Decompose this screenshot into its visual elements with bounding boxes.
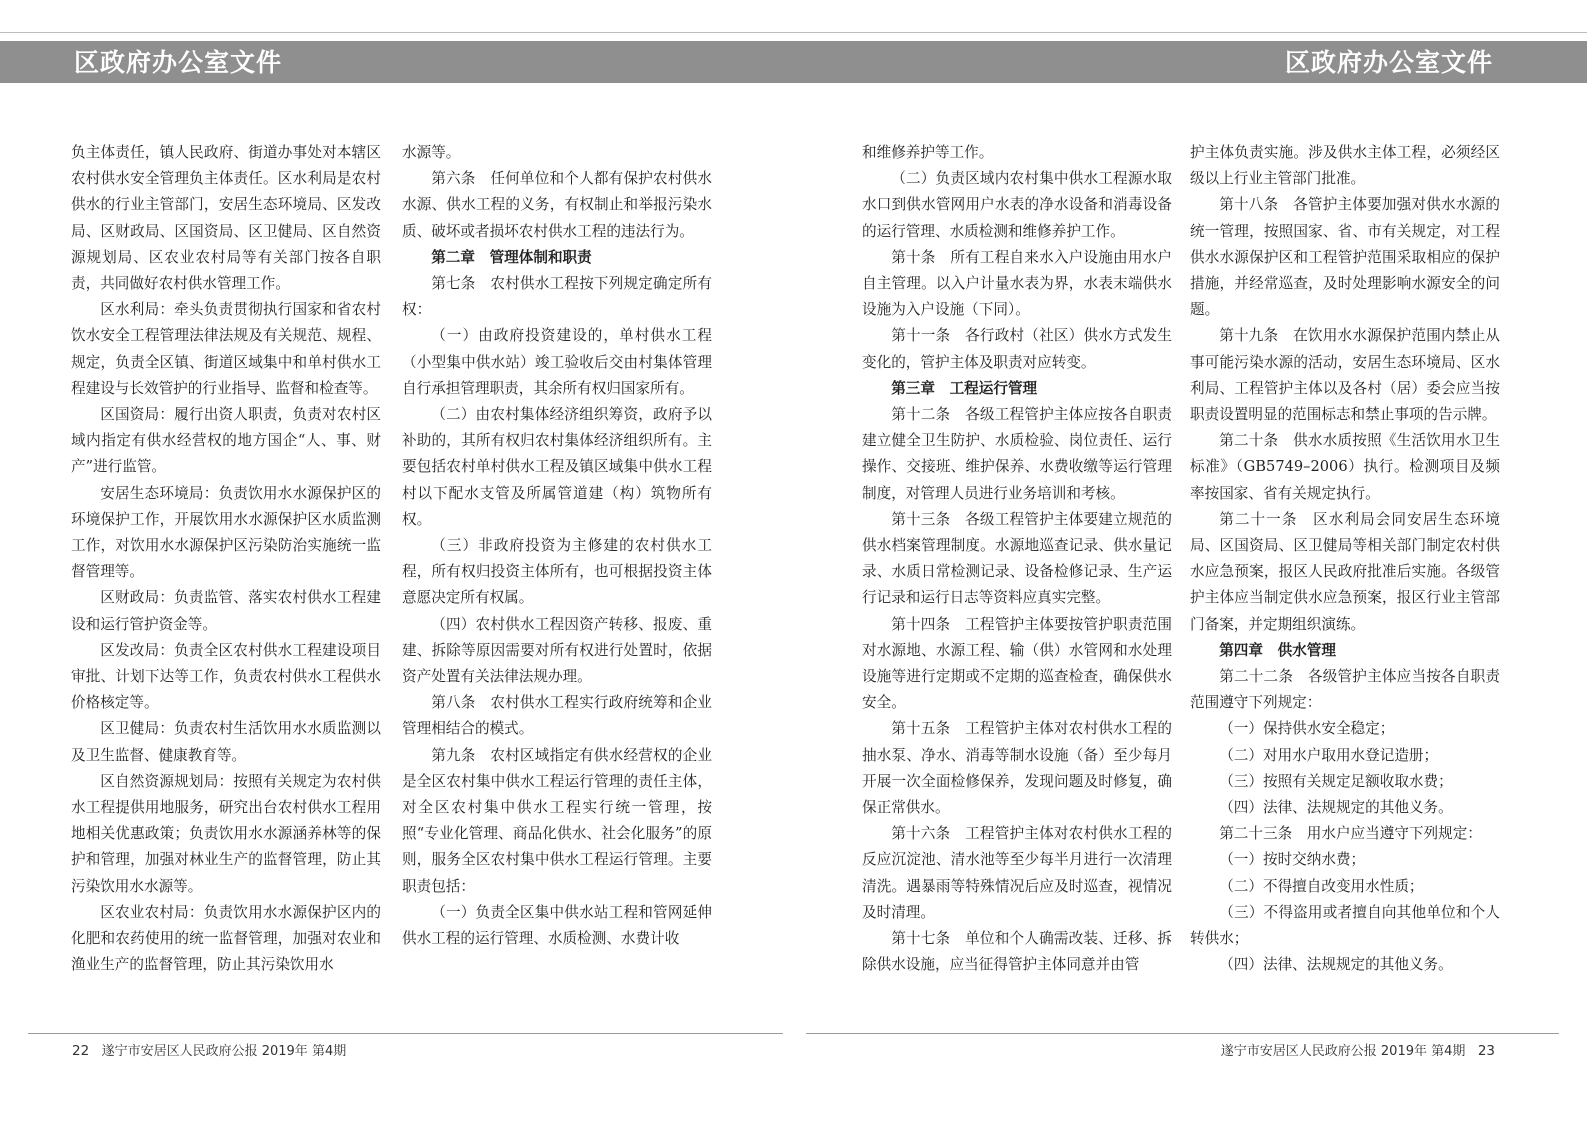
right-header-title: 区政府办公室文件 xyxy=(1284,48,1493,77)
paragraph: 第二十一条 区水利局会同安居生态环境局、区国资局、区卫健局等相关部门制定农村供水应急预案，报区人民政府批准后实施。各级管护主体应当制定供水应急预案，报区行业主管部门备案，并定期组织演练。 xyxy=(1190,510,1500,633)
paragraph: 第十五条 工程管护主体对农村供水工程的抽水泵、净水、消毒等制水设施（备）至少每月开展一次全面检修保养，发现问题及时修复，确保正常供水。 xyxy=(862,720,1172,817)
paragraph: 区自然资源规划局：按照有关规定为农村供水工程提供用地服务，研究出台农村供水工程用地相关优惠政策；负责饮用水水源涵养林等的保护和管理，加强对林业生产的监督管理，防止其污染饮用水水源等。 xyxy=(71,772,381,895)
right-page-number: 23 xyxy=(1477,1043,1495,1059)
paragraph: （三）非政府投资为主修建的农村供水工程，所有权归投资主体所有，也可根据投资主体意愿决定所有权属。 xyxy=(402,537,712,607)
right-footer xyxy=(1221,1043,1495,1060)
paragraph: 第二十条 供水水质按照《生活饮用水卫生标准》（GB5749–2006）执行。检测项目及频率按国家、省有关规定执行。 xyxy=(1190,432,1500,502)
paragraph: 第十六条 工程管护主体对农村供水工程的反应沉淀池、清水池等至少每半月进行一次清理清洗。遇暴雨等特殊情况后应及时巡查，视情况及时清理。 xyxy=(862,825,1172,921)
paragraph: 区发改局：负责全区农村供水工程建设项目审批、计划下达等工作，负责农村供水工程供水价格核定等。 xyxy=(71,641,381,712)
paragraph: 区卫健局：负责农村生活饮用水水质监测以及卫生监督、健康教育等。 xyxy=(71,720,381,764)
paragraph: （三）按照有关规定足额收取水费； xyxy=(1219,772,1453,790)
paragraph: （二）不得擅自改变用水性质； xyxy=(1219,877,1424,895)
paragraph: （二）由农村集体经济组织筹资，政府予以补助的，其所有权归农村集体经济组织所有。主要包括农村单村供水工程及镇区域集中供水工程村以下配水支管及所属管道建（构）筑物所有权。 xyxy=(402,406,712,528)
left-footer xyxy=(72,1043,346,1060)
chapter-heading: 第三章 工程运行管理 xyxy=(891,379,1038,397)
paragraph: 区国资局：履行出资人职责，负责对农村区域内指定有供水经营权的地方国企“人、事、财产”进行监管。 xyxy=(71,406,381,476)
right-footer-text: 遂宁市安居区人民政府公报 2019年 第4期 xyxy=(1220,1044,1466,1059)
paragraph: 水源等。 xyxy=(402,144,461,161)
top-rule xyxy=(0,32,1587,33)
paragraph: 区财政局：负责监管、落实农村供水工程建设和运行管护资金等。 xyxy=(71,589,381,633)
paragraph: （三）不得盗用或者擅自向其他单位和个人转供水； xyxy=(1190,903,1500,948)
paragraph: 护主体负责实施。涉及供水主体工程，必须经区级以上行业主管部门批准。 xyxy=(1190,144,1500,188)
chapter-heading: 第二章 管理体制和职责 xyxy=(431,248,592,266)
paragraph: （一）保持供水安全稳定； xyxy=(1219,720,1395,738)
text-column-4 xyxy=(1190,140,1500,979)
paragraph: 第十二条 各级工程管护主体应按各自职责建立健全卫生防护、水质检验、岗位责任、运行操作、交接班、维护保养、水费收缴等运行管理制度，对管理人员进行业务培训和考核。 xyxy=(862,406,1172,502)
paragraph: 第二十三条 用水户应当遵守下列规定： xyxy=(1219,825,1482,843)
paragraph: （一）按时交纳水费； xyxy=(1219,851,1366,869)
paragraph: 负主体责任，镇人民政府、街道办事处对本辖区农村供水安全管理负主体责任。区水利局是农村供水的行业主管部门，安居生态环境局、区发改局、区财政局、区国资局、区卫健局、区自然资源规划局、区农业农村局等有关部门按各自职责，共同做好农村供水管理工作。 xyxy=(71,144,381,293)
paragraph: （四）法律、法规规定的其他义务。 xyxy=(1219,956,1453,974)
text-column-1 xyxy=(71,140,381,979)
paragraph: 和维修养护等工作。 xyxy=(862,144,994,161)
paragraph: 区水利局：牵头负责贯彻执行国家和省农村饮水安全工程管理法律法规及有关规范、规程、规定，负责全区镇、街道区域集中和单村供水工程建设与长效管护的行业指导、监督和检查等。 xyxy=(71,301,381,397)
paragraph: 第十七条 单位和个人确需改装、迁移、拆除供水设施，应当征得管护主体同意并由管 xyxy=(862,930,1172,974)
paragraph: 第十一条 各行政村（社区）供水方式发生变化的，管护主体及职责对应转变。 xyxy=(862,327,1172,371)
paragraph: （四）农村供水工程因资产转移、报废、重建、拆除等原因需要对所有权进行处置时，依据资产处置有关法律法规办理。 xyxy=(402,615,712,686)
paragraph: （二）负责区域内农村集中供水工程源水取水口到供水管网用户水表的净水设备和消毒设备的运行管理、水质检测和维修养护工作。 xyxy=(862,170,1172,240)
text-column-2 xyxy=(402,140,712,952)
paragraph: 第六条 任何单位和个人都有保护农村供水水源、供水工程的义务，有权制止和举报污染水质、破坏或者损坏农村供水工程的违法行为。 xyxy=(402,170,712,240)
paragraph: 第十条 所有工程自来水入户设施由用水户自主管理。以入户计量水表为界，水表末端供水设施为入户设施（下同）。 xyxy=(862,248,1172,319)
left-header-title: 区政府办公室文件 xyxy=(74,48,283,77)
left-footer-rule xyxy=(28,1033,783,1034)
paragraph: （二）对用水户取用水登记造册； xyxy=(1219,746,1439,764)
paragraph: 第十九条 在饮用水水源保护范围内禁止从事可能污染水源的活动，安居生态环境局、区水利局、工程管护主体以及各村（居）委会应当按职责设置明显的范围标志和禁止事项的告示牌。 xyxy=(1190,327,1500,424)
left-footer-text: 遂宁市安居区人民政府公报 2019年 第4期 xyxy=(101,1044,347,1059)
paragraph: 第八条 农村供水工程实行政府统筹和企业管理相结合的模式。 xyxy=(402,694,712,738)
paragraph: 第十四条 工程管护主体要按管护职责范围对水源地、水源工程、输（供）水管网和水处理设施等进行定期或不定期的巡查检查，确保供水安全。 xyxy=(862,615,1172,712)
paragraph: 第十三条 各级工程管护主体要建立规范的供水档案管理制度。水源地巡查记录、供水量记录、水质日常检测记录、设备检修记录、生产运行记录和运行日志等资料应真实完整。 xyxy=(862,510,1172,607)
paragraph: 第二十二条 各级管护主体应当按各自职责范围遵守下列规定： xyxy=(1190,668,1500,712)
right-footer-rule xyxy=(806,1033,1559,1034)
paragraph: （四）法律、法规规定的其他义务。 xyxy=(1219,799,1453,817)
paragraph: （一）由政府投资建设的，单村供水工程（小型集中供水站）竣工验收后交由村集体管理自行承担管理职责，其余所有权归国家所有。 xyxy=(402,327,712,397)
paragraph: 第九条 农村区域指定有供水经营权的企业是全区农村集中供水工程运行管理的责任主体，对全区农村集中供水工程实行统一管理，按照“专业化管理、商品化供水、社会化服务”的原则，服务全区农村集中供水工程运行管理。主要职责包括： xyxy=(402,746,712,895)
paragraph: （一）负责全区集中供水站工程和管网延伸供水工程的运行管理、水质检测、水费计收 xyxy=(402,903,712,948)
paragraph: 安居生态环境局：负责饮用水水源保护区的环境保护工作，开展饮用水水源保护区水质监测工作，对饮用水水源保护区污染防治实施统一监督管理等。 xyxy=(71,484,381,581)
paragraph: 第十八条 各管护主体要加强对供水水源的统一管理，按照国家、省、市有关规定，对工程供水水源保护区和工程管护范围采取相应的保护措施，并经常巡查，及时处理影响水源安全的问题。 xyxy=(1190,196,1500,319)
chapter-heading: 第四章 供水管理 xyxy=(1219,641,1336,659)
paragraph: 区农业农村局：负责饮用水水源保护区内的化肥和农药使用的统一监督管理，加强对农业和渔业生产的监督管理，防止其污染饮用水 xyxy=(71,903,381,974)
paragraph: 第七条 农村供水工程按下列规定确定所有权： xyxy=(402,275,712,319)
text-column-3 xyxy=(862,140,1172,979)
left-page-number: 22 xyxy=(72,1043,90,1059)
